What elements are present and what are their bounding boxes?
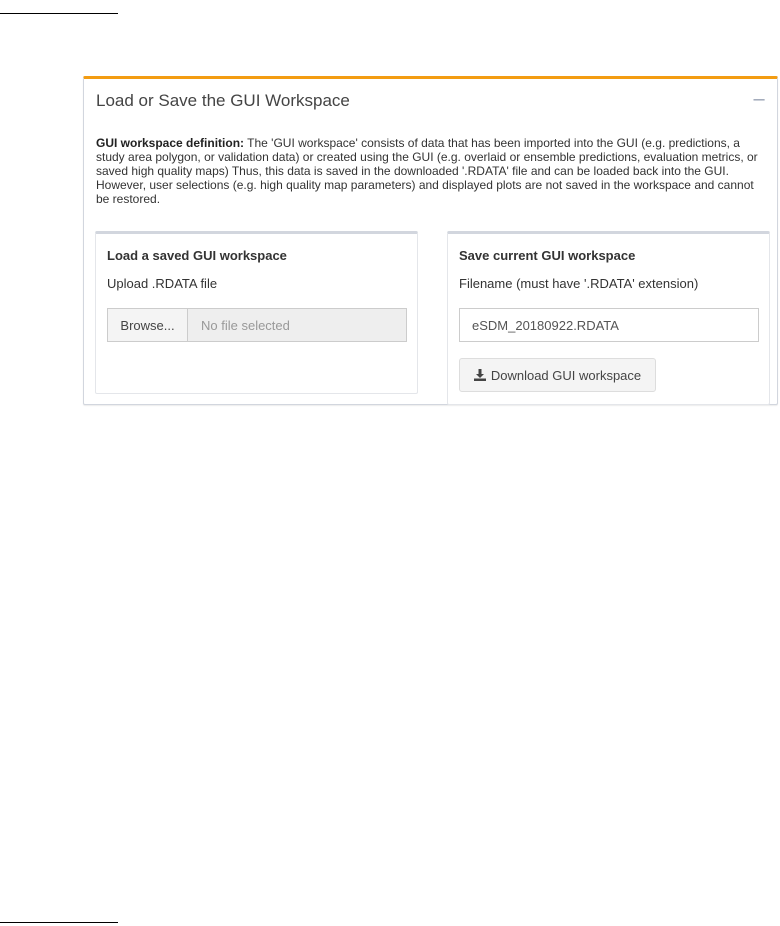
file-placeholder: No file selected [201, 317, 290, 333]
load-workspace-box [95, 231, 418, 394]
collapse-button[interactable]: – [753, 88, 765, 110]
download-workspace-button[interactable] [459, 358, 656, 392]
bottom-divider [0, 922, 118, 923]
workspace-definition [96, 136, 768, 206]
download-label: Download GUI workspace [490, 367, 642, 383]
download-icon [474, 369, 486, 381]
top-divider [0, 13, 118, 14]
panel-title: Load or Save the GUI Workspace [96, 91, 350, 110]
browse-button[interactable]: Browse... [108, 309, 188, 341]
definition-label: GUI workspace definition: [96, 136, 245, 150]
definition-text: The 'GUI workspace' consists of data that has been imported into the GUI (e.g. predictions, a study area polygon, or validation data) or created using the GUI (e.g. overlaid or ensemble predictions, evaluation metrics, or saved high quality maps) Thus, this data is saved in the downloaded '.RDATA' file and can be loaded back into the GUI. However, user selections (e.g. high quality map parameters) and displayed plots are not saved in the workspace and cannot be restored. [96, 136, 758, 206]
load-title: Load a saved GUI workspace [107, 248, 287, 263]
panel-header [84, 79, 777, 125]
save-workspace-box [447, 231, 770, 405]
filename-input[interactable] [459, 308, 759, 342]
save-title: Save current GUI workspace [459, 248, 636, 263]
file-upload-input[interactable] [107, 308, 407, 342]
upload-label: Upload .RDATA file [107, 276, 218, 291]
workspace-panel [83, 76, 778, 405]
filename-label: Filename (must have '.RDATA' extension) [459, 276, 699, 291]
